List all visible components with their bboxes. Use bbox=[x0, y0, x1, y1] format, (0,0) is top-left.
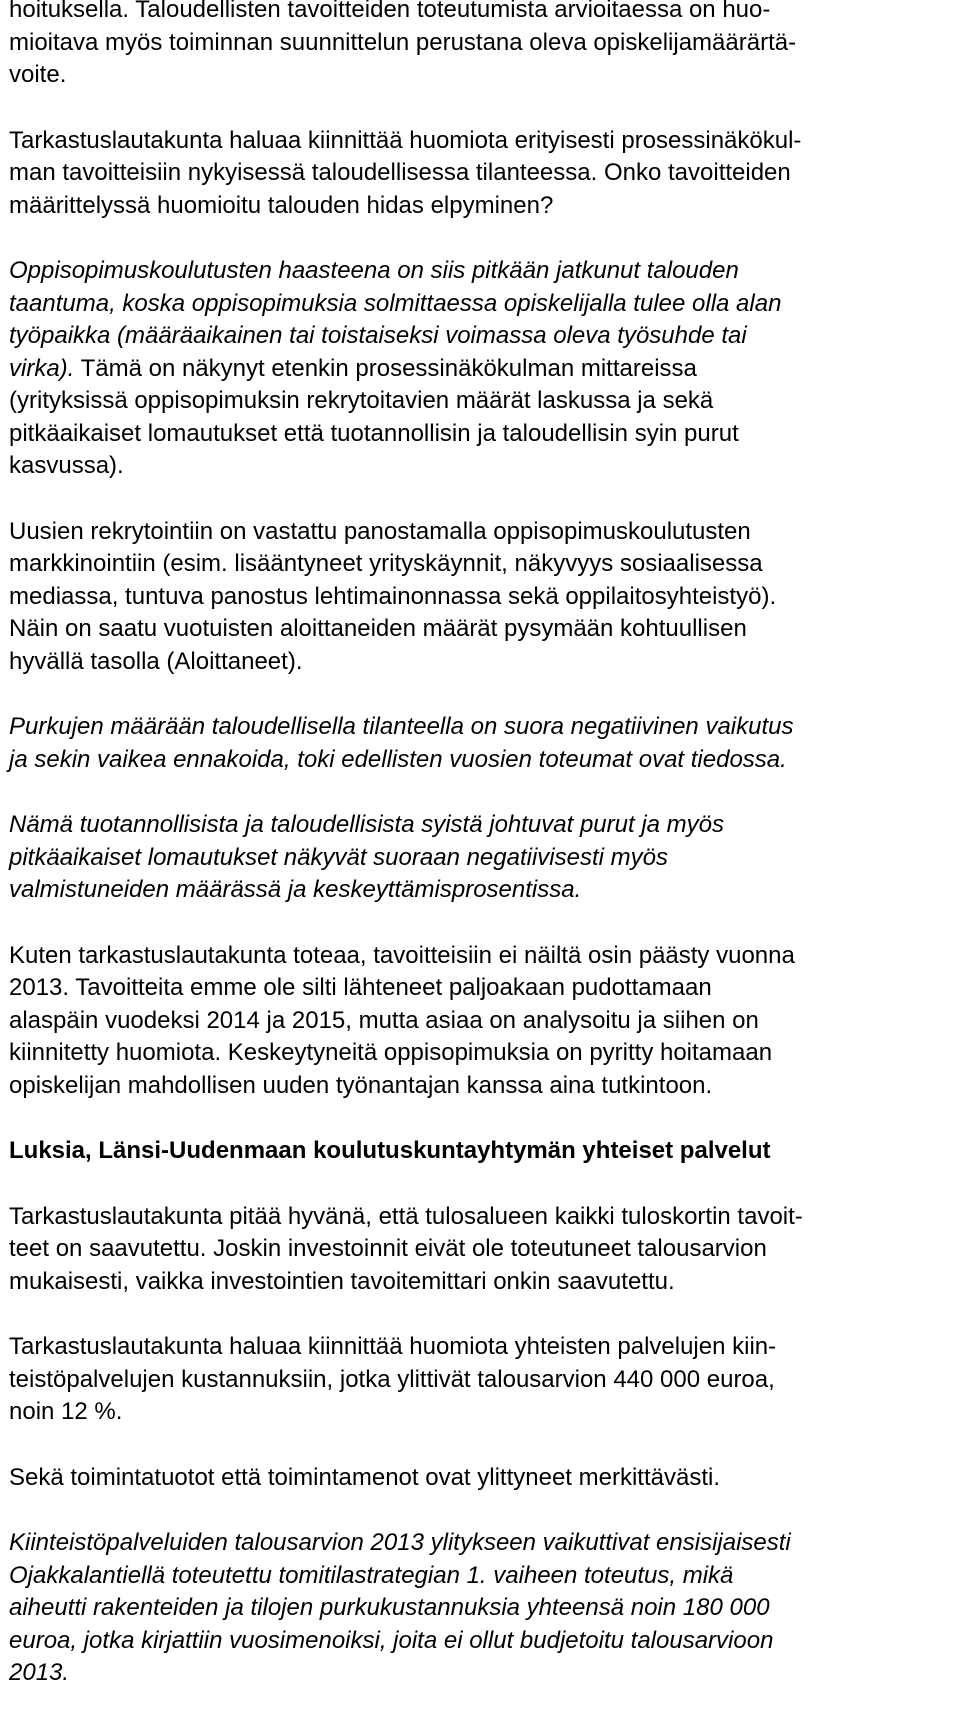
paragraph-8 bbox=[9, 1201, 924, 1299]
text-line: Tarkastuslautakunta pitää hyvänä, että tulosalueen kaikki tuloskortin tavoit- bbox=[9, 1202, 803, 1230]
text-line: alaspäin vuodeksi 2014 ja 2015, mutta asiaa on analysoitu ja siihen on bbox=[9, 1006, 759, 1034]
text-line bbox=[9, 255, 924, 288]
paragraph-6 bbox=[9, 809, 924, 907]
text-line: Näin on saatu vuotuisten aloittaneiden määrät pysymään kohtuullisen bbox=[9, 615, 747, 642]
text-line: Kuten tarkastuslautakunta toteaa, tavoitteisiin ei näiltä osin päästy vuonna bbox=[9, 941, 795, 969]
italic-run: virka). bbox=[9, 354, 75, 382]
paragraph-3 bbox=[9, 255, 924, 483]
text-line: Purkujen määrään taloudellisella tilanteella on suora negatiivinen vaikutus bbox=[9, 713, 794, 740]
italic-run: Oppisopimuskoulutusten haasteena on siis pitkään jatkunut talouden bbox=[9, 257, 739, 284]
text-line: Kiinteistöpalveluiden talousarvion 2013 ylitykseen vaikuttivat ensisijaisesti bbox=[9, 1529, 791, 1556]
text-line: 2013. Tavoitteita emme ole silti lähteneet paljoakaan pudottamaan bbox=[9, 974, 712, 1001]
text-line: kiinnitetty huomiota. Keskeytyneitä oppisopimuksia on pyritty hoitamaan bbox=[9, 1039, 773, 1066]
paragraph-spacer bbox=[9, 907, 924, 940]
text-line: Tarkastuslautakunta haluaa kiinnittää huomiota erityisesti prosessinäkökul- bbox=[9, 126, 802, 154]
text-line: man tavoitteisiin nykyisessä taloudellisessa tilanteessa. Onko tavoitteiden bbox=[9, 159, 791, 186]
text-line: hyvällä tasolla (Aloittaneet). bbox=[9, 647, 303, 675]
text-line: opiskelijan mahdollisen uuden työnantajan kanssa aina tutkintoon. bbox=[9, 1071, 713, 1099]
paragraph-spacer bbox=[9, 776, 924, 809]
text-line bbox=[9, 450, 924, 483]
text-line: valmistuneiden määrässä ja keskeyttämisprosentissa. bbox=[9, 876, 582, 903]
normal-run: Tämä on näkynyt etenkin prosessinäkökulman mittareissa bbox=[74, 354, 697, 382]
paragraph-spacer bbox=[9, 1429, 924, 1462]
text-line: pitkäaikaiset lomautukset näkyvät suoraan negatiivisesti myös bbox=[9, 843, 668, 871]
paragraph-11 bbox=[9, 1527, 924, 1690]
paragraph-4 bbox=[9, 516, 924, 679]
section-heading: Luksia, Länsi-Uudenmaan koulutuskuntayhtymän yhteiset palvelut bbox=[9, 1137, 771, 1164]
text-line: Ojakkalantiellä toteutettu tomitilastrategian 1. vaiheen toteutus, mikä bbox=[9, 1561, 734, 1589]
text-line: teet on saavutettu. Joskin investoinnit eivät ole toteutuneet talousarvion bbox=[9, 1235, 767, 1262]
text-line bbox=[9, 320, 924, 353]
normal-run: kasvussa). bbox=[9, 452, 124, 479]
paragraph-spacer bbox=[9, 678, 924, 711]
text-line bbox=[9, 353, 924, 386]
paragraph-7 bbox=[9, 940, 924, 1103]
text-line bbox=[9, 418, 924, 451]
italic-run: taantuma, koska oppisopimuksia solmittaessa opiskelijalla tulee olla alan bbox=[9, 289, 782, 317]
text-line: 2013. bbox=[9, 1659, 70, 1686]
text-line: määrittelyssä huomioitu talouden hidas elpyminen? bbox=[9, 191, 554, 219]
text-line: aiheutti rakenteiden ja tilojen purkukustannuksia yhteensä noin 180 000 bbox=[9, 1594, 770, 1621]
normal-run: (yrityksissä oppisopimuksin rekrytoitavien määrät laskussa ja sekä bbox=[9, 387, 714, 414]
text-line: ja sekin vaikea ennakoida, toki edellisten vuosien toteumat ovat tiedossa. bbox=[9, 745, 787, 773]
text-line: noin 12 %. bbox=[9, 1398, 123, 1425]
text-line: Uusien rekrytointiin on vastattu panostamalla oppisopimuskoulutusten bbox=[9, 517, 751, 545]
text-line: voite. bbox=[9, 61, 67, 88]
text-line: Sekä toimintatuotot että toimintamenot ovat ylittyneet merkittävästi. bbox=[9, 1463, 720, 1491]
paragraph-spacer bbox=[9, 1298, 924, 1331]
text-line: markkinointiin (esim. lisääntyneet yrityskäynnit, näkyvyys sosiaalisessa bbox=[9, 550, 763, 577]
paragraph-1 bbox=[9, 0, 924, 92]
text-line: Nämä tuotannollisista ja taloudellisista syistä johtuvat purut ja myös bbox=[9, 811, 725, 838]
italic-run: työpaikka (määräaikainen tai toistaiseksi voimassa oleva työsuhde tai bbox=[9, 322, 747, 349]
paragraph-spacer bbox=[9, 222, 924, 255]
text-line: hoituksella. Taloudellisten tavoitteiden toteutumista arvioitaessa on huo- bbox=[9, 0, 771, 23]
paragraph-spacer bbox=[9, 1168, 924, 1201]
paragraph-spacer bbox=[9, 1102, 924, 1135]
paragraph-spacer bbox=[9, 483, 924, 516]
text-line: mioitava myös toiminnan suunnittelun perustana oleva opiskelijamäärärtä- bbox=[9, 28, 797, 56]
text-line: teistöpalvelujen kustannuksiin, jotka ylittivät talousarvion 440 000 euroa, bbox=[9, 1365, 775, 1393]
paragraph-spacer bbox=[9, 1494, 924, 1527]
text-line: mediassa, tuntuva panostus lehtimainonnassa sekä oppilaitosyhteistyö). bbox=[9, 582, 777, 610]
text-line bbox=[9, 288, 924, 321]
paragraph-9 bbox=[9, 1331, 924, 1429]
paragraph-spacer bbox=[9, 92, 924, 125]
normal-run: pitkäaikaiset lomautukset että tuotannollisin ja taloudellisin syin purut bbox=[9, 419, 739, 447]
text-line: Tarkastuslautakunta haluaa kiinnittää huomiota yhteisten palvelujen kiin- bbox=[9, 1333, 777, 1360]
text-line bbox=[9, 385, 924, 418]
paragraph-5 bbox=[9, 711, 924, 776]
text-line: euroa, jotka kirjattiin vuosimenoiksi, joita ei ollut budjetoitu talousarvioon bbox=[9, 1626, 774, 1654]
paragraph-10 bbox=[9, 1462, 924, 1495]
text-line: mukaisesti, vaikka investointien tavoitemittari onkin saavutettu. bbox=[9, 1267, 675, 1295]
paragraph-2 bbox=[9, 125, 924, 223]
